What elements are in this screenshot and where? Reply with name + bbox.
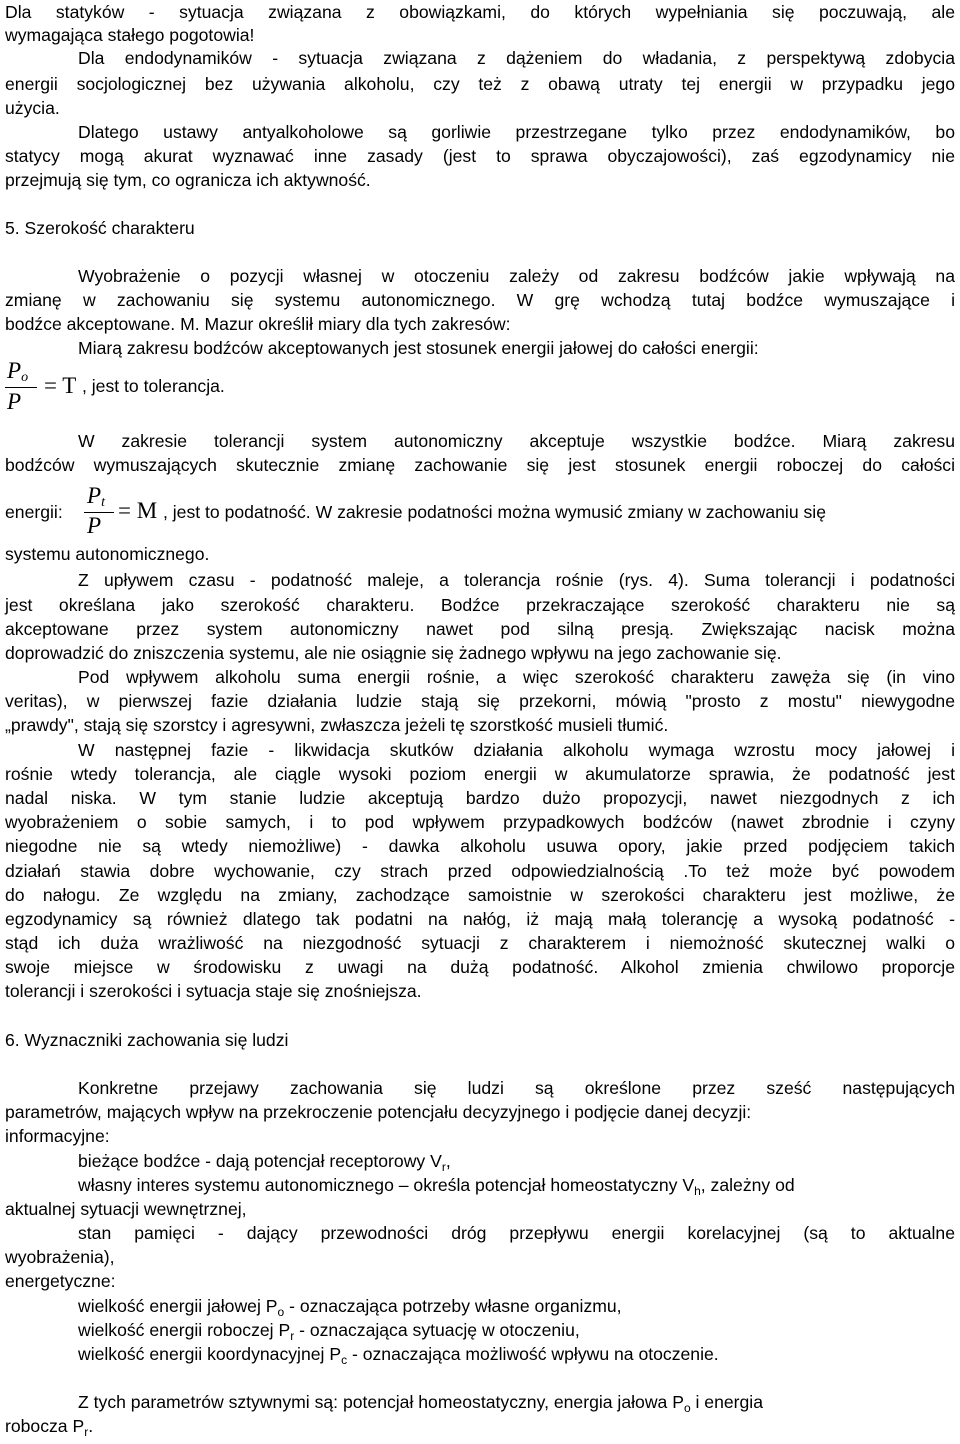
paragraph-line: W następnej fazie - likwidacja skutków działania alkoholu wymaga wzrostu mocy jałowej i: [78, 740, 955, 760]
list-item: bieżące bodźce - dają potencjał receptorowy $V_r$,: [78, 1151, 451, 1174]
paragraph-line: W zakresie tolerancji system autonomiczny akceptuje wszystkie bodźce. Miarą zakresu: [78, 431, 955, 451]
paragraph-line: wyobrażeniem o sobie samych, i to pod wpływem przypadkowych bodźców (nawet zbrodnie i czyny: [5, 812, 955, 832]
paragraph-line: jest określana jako szerokość charakteru. Bodźce przekraczające szerokość charakteru nie są: [5, 595, 955, 615]
paragraph-line: do nałogu. Ze względu na zmiany, zachodzące samoistnie w szerokości charakteru jest możliwe, że: [5, 885, 955, 905]
formula-denominator: P: [87, 513, 102, 538]
paragraph-line: Dla statyków - sytuacja związana z obowiązkami, do których wypełniania się poczuwają, ale: [5, 2, 955, 22]
section-heading: 6. Wyznaczniki zachowania się ludzi: [5, 1030, 289, 1050]
formula-numerator: Pt: [87, 483, 105, 510]
paragraph-line: informacyjne:: [5, 1126, 110, 1146]
formula-equals: = T: [44, 373, 77, 398]
paragraph-line: , jest to podatność. W zakresie podatności można wymusić zmiany w zachowaniu się: [163, 502, 826, 522]
paragraph-line: stąd ich duża wrażliwość na niezgodność sytuacji z charakterem i niemożność skutecznej walki o: [5, 933, 955, 953]
paragraph-line: Konkretne przejawy zachowania się ludzi są określone przez sześć następujących: [78, 1078, 955, 1098]
paragraph-line: akceptowane przez system autonomiczny nawet pod silną presją. Zwiększając nacisk można: [5, 619, 955, 639]
paragraph-line: Z tych parametrów sztywnymi są: potencjał homeostatyczny, energia jałowa $P_o$ i energia: [78, 1392, 764, 1415]
paragraph-line: Miarą zakresu bodźców akceptowanych jest stosunek energii jałowej do całości energii:: [78, 338, 759, 358]
list-item-continuation: aktualnej sytuacji wewnętrznej,: [5, 1199, 247, 1219]
list-item-continuation: wyobrażenia),: [5, 1247, 115, 1267]
paragraph-line: działań stawia dobre wychowanie, czy strach przed odpowiedzialnością .To też może być powodem: [5, 861, 955, 881]
list-category: energetyczne:: [5, 1271, 116, 1291]
formula-numerator: Po: [7, 358, 29, 385]
paragraph-line: użycia.: [5, 98, 60, 118]
paragraph-line: wymagająca stałego pogotowia!: [5, 25, 255, 45]
formula-caption: , jest to tolerancja.: [82, 376, 225, 396]
paragraph-line: energii socjologicznej bez używania alkoholu, czy też z obawą utraty tej energii w przypadku jego: [5, 74, 955, 94]
formula-denominator: P: [7, 389, 22, 414]
paragraph-line: energii:: [5, 502, 63, 522]
paragraph-line: Pod wpływem alkoholu suma energii rośnie, a więc szerokość charakteru zawęża się (in vino: [78, 667, 955, 687]
paragraph-line: Wyobrażenie o pozycji własnej w otoczeniu zależy od zakresu bodźców jakie wpływają na: [78, 266, 955, 286]
section-heading: 5. Szerokość charakteru: [5, 218, 195, 238]
paragraph-line: parametrów, mających wpływ na przekroczenie potencjału decyzyjnego i podjęcie danej decyzji:: [5, 1102, 752, 1122]
paragraph-line: swoje miejsce w środowisku z uwagi na dużą podatność. Alkohol zmienia chwilowo proporcje: [5, 957, 955, 977]
paragraph-line: veritas), w pierwszej fazie działania ludzie stają się przekorni, mówią "prosto z mostu" niewygodne: [5, 691, 955, 711]
paragraph-line: „prawdy", stają się szorstcy i agresywni, zwłaszcza jeżeli tę szorstkość musieli tłumić.: [5, 715, 669, 735]
paragraph-line: doprowadzić do zniszczenia systemu, ale nie osiągnie się żadnego wpływu na jego zachowanie się.: [5, 643, 782, 663]
fraction-bar: [5, 387, 37, 388]
paragraph-line: egzodynamicy są również dlatego tak podatni na nałóg, iż mają małą tolerancję a wysoką podatność -: [5, 909, 955, 929]
paragraph-line: niegodne nie są wtedy niemożliwe) - dawka alkoholu usuwa opory, jakie przed podjęciem takich: [5, 836, 955, 856]
paragraph-line: przejmują się tym, co ogranicza ich aktywność.: [5, 170, 371, 190]
paragraph-line: Dla endodynamików - sytuacja związana z dążeniem do władania, z perspektywą zdobycia: [78, 48, 955, 68]
paragraph-line: systemu autonomicznego.: [5, 544, 210, 564]
paragraph-line: bodźców wymuszających skutecznie zmianę zachowanie się jest stosunek energii roboczej do całości: [5, 455, 955, 475]
list-item: wielkość energii roboczej $P_r$ - oznaczająca sytuację w otoczeniu,: [78, 1320, 580, 1343]
paragraph-line: nadal niska. W tym stanie ludzie akceptują bardzo dużo propozycji, nawet niezgodnych z ich: [5, 788, 955, 808]
paragraph-line: Z upływem czasu - podatność maleje, a tolerancja rośnie (rys. 4). Suma tolerancji i podatności: [78, 570, 955, 590]
paragraph-line: zmianę w zachowaniu się systemu autonomicznego. W grę wchodzą tutaj bodźce wymuszające i: [5, 290, 955, 310]
list-item: wielkość energii jałowej $P_o$ - oznaczająca potrzeby własne organizmu,: [78, 1296, 622, 1319]
paragraph-line: robocza $P_r$.: [5, 1416, 94, 1439]
paragraph-line: bodźce akceptowane. M. Mazur określił miary dla tych zakresów:: [5, 314, 511, 334]
formula-equals: = M: [118, 498, 158, 523]
paragraph-line: statycy mogą akurat wyznawać inne zasady (jest to sprawa obyczajowości), zaś egzodynamicy nie: [5, 146, 955, 166]
list-item: własny interes systemu autonomicznego – określa potencjał homeostatyczny $V_h$, zależny od: [78, 1175, 795, 1198]
list-item: wielkość energii koordynacyjnej $P_c$ - oznaczająca możliwość wpływu na otoczenie.: [78, 1344, 719, 1367]
paragraph-line: rośnie wtedy tolerancja, ale ciągle wysoki poziom energii w akumulatorze sprawia, że podatność jest: [5, 764, 955, 784]
paragraph-line: Dlatego ustawy antyalkoholowe są gorliwie przestrzegane tylko przez endodynamików, bo: [78, 122, 955, 142]
paragraph-line: tolerancji i szerokości i sytuacja staje się znośniejsza.: [5, 981, 422, 1001]
list-item: stan pamięci - dający przewodności dróg przepływu energii korelacyjnej (są to aktualne: [78, 1223, 955, 1243]
